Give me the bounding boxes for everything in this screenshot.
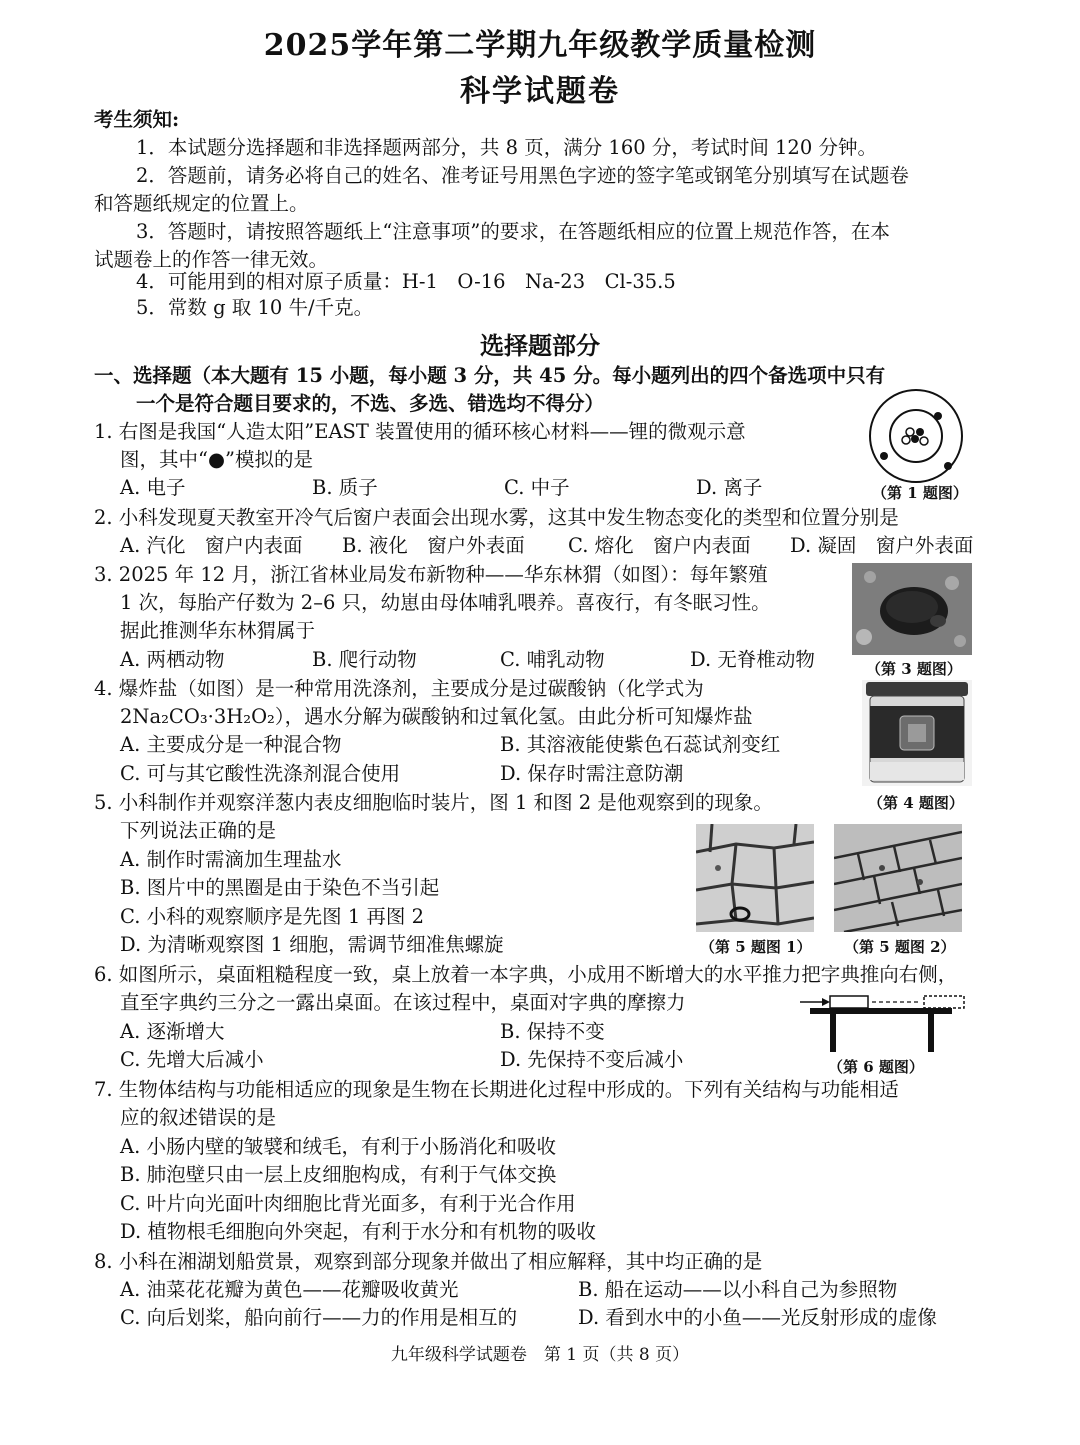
q3-stem-cont-2: 据此推测华东林猬属于: [120, 619, 316, 642]
notice-item-3-cont: 试题卷上的作答一律无效。: [94, 248, 329, 271]
notice-item-5: 5．常数 g 取 10 牛/千克。: [136, 296, 374, 319]
q4-option-b: B. 其溶液能使紫色石蕊试剂变红: [500, 733, 781, 756]
q4-stem: 4. 爆炸盐（如图）是一种常用洗涤剂，主要成分是过碳酸钠（化学式为: [94, 677, 704, 700]
q1-figure-caption: （第 1 题图）: [872, 484, 968, 502]
q5-figure-1-caption: （第 5 题图 1）: [700, 938, 812, 956]
q5-option-a: A. 制作时需滴加生理盐水: [120, 848, 342, 871]
q1-option-a: A. 电子: [120, 476, 186, 499]
q8-option-b: B. 船在运动——以小科自己为参照物: [578, 1278, 898, 1301]
notice-item-4: 4．可能用到的相对原子质量：H-1 O-16 Na-23 Cl-35.5: [136, 270, 676, 293]
q6-option-d: D. 先保持不变后减小: [500, 1048, 684, 1071]
notice-item-2: 2．答题前，请务必将自己的姓名、准考证号用黑色字迹的签字笔或钢笔分别填写在试题卷: [136, 164, 909, 187]
q6-option-a: A. 逐渐增大: [120, 1020, 225, 1043]
q5-figure-2-caption: （第 5 题图 2）: [844, 938, 956, 956]
q4-option-c: C. 可与其它酸性洗涤剂混合使用: [120, 762, 401, 785]
q1-option-c: C. 中子: [504, 476, 570, 499]
q4-option-a: A. 主要成分是一种混合物: [120, 733, 342, 756]
hedgehog-photo: [852, 563, 972, 655]
exam-title: 2025学年第二学期九年级教学质量检测: [263, 28, 817, 63]
q6-option-c: C. 先增大后减小: [120, 1048, 264, 1071]
q6-figure-caption: （第 6 题图）: [828, 1058, 924, 1076]
q7-option-d: D. 植物根毛细胞向外突起，有利于水分和有机物的吸收: [120, 1220, 596, 1243]
q7-option-a: A. 小肠内壁的皱襞和绒毛，有利于小肠消化和吸收: [120, 1135, 556, 1158]
q2-option-a: A. 汽化 窗户内表面: [120, 534, 303, 557]
q1-stem: 1. 右图是我国“人造太阳”EAST 装置使用的循环核心材料——锂的微观示意: [94, 420, 746, 443]
q1-stem-cont: 图，其中“●”模拟的是: [120, 448, 313, 471]
q3-option-a: A. 两栖动物: [120, 648, 225, 671]
q5-option-b: B. 图片中的黑圈是由于染色不当引起: [120, 876, 440, 899]
q3-stem: 3. 2025 年 12 月，浙江省林业局发布新物种——华东林猬（如图）：每年繁殖: [94, 563, 768, 586]
q7-option-c: C. 叶片向光面叶肉细胞比背光面多，有利于光合作用: [120, 1192, 576, 1215]
q3-figure-caption: （第 3 题图）: [866, 660, 962, 678]
q3-option-d: D. 无脊椎动物: [690, 648, 815, 671]
q3-option-b: B. 爬行动物: [312, 648, 417, 671]
q1-option-d: D. 离子: [696, 476, 763, 499]
part1-heading-cont: 一个是符合题目要求的，不选、多选、错选均不得分）: [136, 392, 605, 415]
notice-item-1: 1．本试题分选择题和非选择题两部分，共 8 页，满分 160 分，考试时间 120 分钟。: [136, 136, 877, 159]
q7-stem: 7. 生物体结构与功能相适应的现象是生物在长期进化过程中形成的。下列有关结构与功能相适: [94, 1078, 899, 1101]
q5-stem: 5. 小科制作并观察洋葱内表皮细胞临时装片，图 1 和图 2 是他观察到的现象。: [94, 791, 773, 814]
part1-heading: 一、选择题（本大题有 15 小题，每小题 3 分，共 45 分。每小题列出的四个备选项中只有: [94, 364, 886, 387]
onion-cells-figure-2: [834, 824, 962, 932]
q8-option-a: A. 油菜花花瓣为黄色——花瓣吸收黄光: [120, 1278, 459, 1301]
q6-option-b: B. 保持不变: [500, 1020, 605, 1043]
q6-stem-cont: 直至字典约三分之一露出桌面。在该过程中，桌面对字典的摩擦力: [120, 991, 686, 1014]
q4-stem-cont: 2Na₂CO₃·3H₂O₂），遇水分解为碳酸钠和过氧化氢。由此分析可知爆炸盐: [120, 705, 753, 728]
q5-option-c: C. 小科的观察顺序是先图 1 再图 2: [120, 905, 425, 928]
q3-option-c: C. 哺乳动物: [500, 648, 605, 671]
onion-cells-figure-1: [696, 824, 814, 932]
q2-stem: 2. 小科发现夏天教室开冷气后窗户表面会出现水雾，这其中发生物态变化的类型和位置分别是: [94, 506, 899, 529]
q4-figure-caption: （第 4 题图）: [868, 794, 964, 812]
q2-option-b: B. 液化 窗户外表面: [342, 534, 525, 557]
exam-subtitle: 科学试题卷: [460, 74, 620, 109]
q8-stem: 8. 小科在湘湖划船赏景，观察到部分现象并做出了相应解释，其中均正确的是: [94, 1250, 763, 1273]
q7-option-b: B. 肺泡壁只由一层上皮细胞构成，有利于气体交换: [120, 1163, 557, 1186]
q5-stem-cont: 下列说法正确的是: [120, 819, 277, 842]
q7-stem-cont: 应的叙述错误的是: [120, 1106, 277, 1129]
q8-option-c: C. 向后划桨，船向前行——力的作用是相互的: [120, 1306, 518, 1329]
q2-option-d: D. 凝固 窗户外表面: [790, 534, 974, 557]
section-title: 选择题部分: [480, 331, 600, 360]
notice-item-2-cont: 和答题纸规定的位置上。: [94, 192, 309, 215]
q3-stem-cont: 1 次，每胎产仔数为 2–6 只，幼崽由母体哺乳喂养。喜夜行，有冬眠习性。: [120, 591, 771, 614]
lithium-atom-figure: [862, 386, 970, 486]
q8-option-d: D. 看到水中的小鱼——光反射形成的虚像: [578, 1306, 937, 1329]
page-footer: 九年级科学试题卷 第 1 页（共 8 页）: [390, 1345, 690, 1365]
detergent-tub-photo: [862, 680, 972, 786]
q1-option-b: B. 质子: [312, 476, 378, 499]
q5-option-d: D. 为清晰观察图 1 细胞，需调节细准焦螺旋: [120, 933, 504, 956]
notice-heading: 考生须知:: [94, 108, 180, 131]
q6-stem: 6. 如图所示，桌面粗糙程度一致，桌上放着一本字典，小成用不断增大的水平推力把字典推向右侧，: [94, 963, 958, 986]
notice-item-3: 3．答题时，请按照答题纸上“注意事项”的要求，在答题纸相应的位置上规范作答，在本: [136, 220, 890, 243]
q2-option-c: C. 熔化 窗户内表面: [568, 534, 751, 557]
table-dictionary-figure: [800, 990, 972, 1054]
q4-option-d: D. 保存时需注意防潮: [500, 762, 684, 785]
